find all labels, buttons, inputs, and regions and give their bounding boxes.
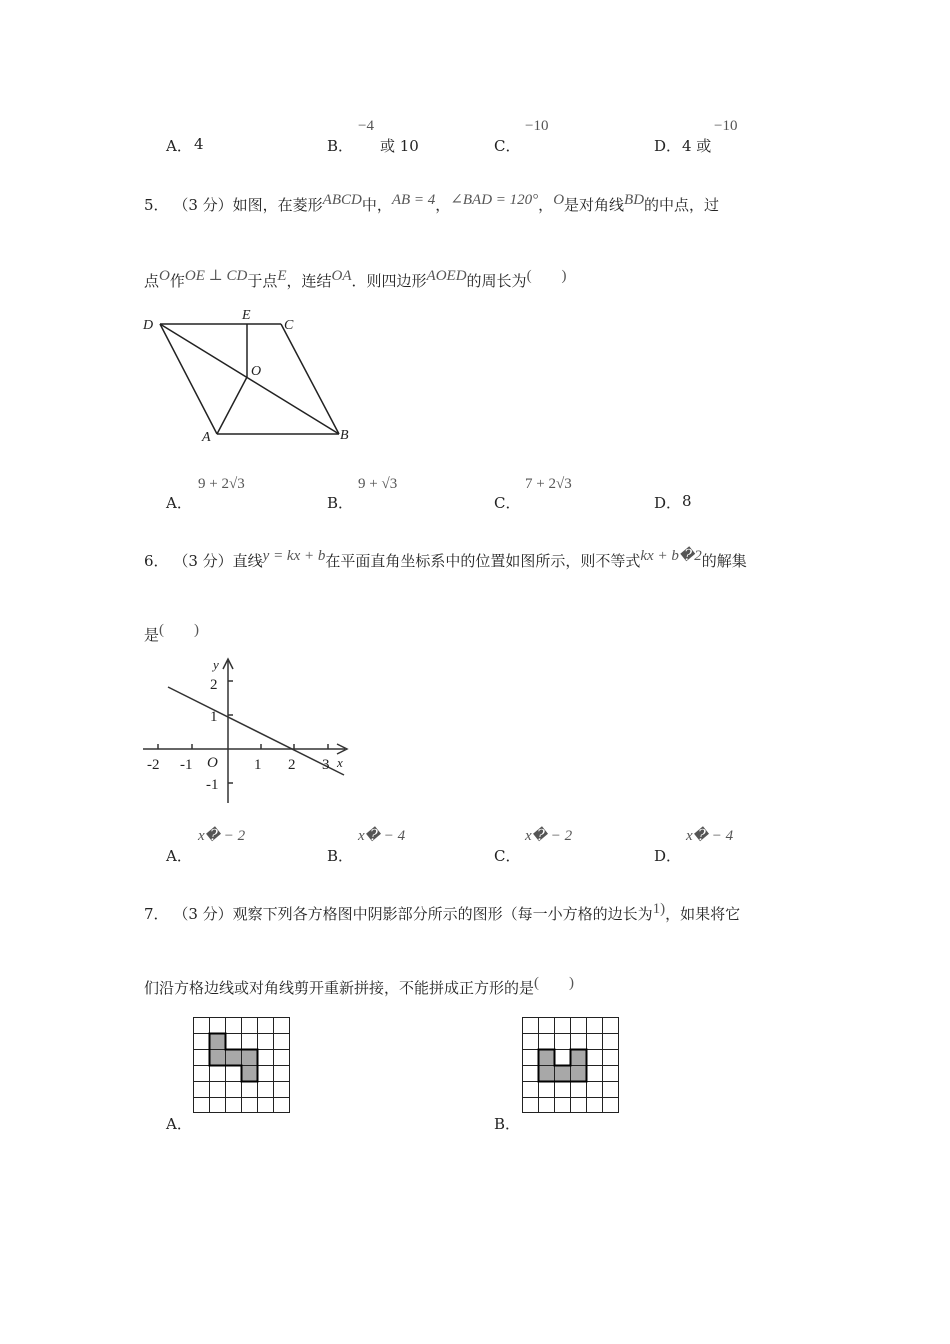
y-tick-label: -1 xyxy=(206,777,219,793)
q5-option-a-expr: 9 + 2√3 xyxy=(198,476,245,492)
shaded-cell xyxy=(570,1065,586,1081)
diagonal-bd xyxy=(160,324,339,434)
label-e: E xyxy=(242,308,251,323)
label-d: D xyxy=(143,318,154,333)
y-tick-label: 2 xyxy=(210,677,218,693)
q7-number: 7． xyxy=(144,905,169,923)
q5-math-oa: OA xyxy=(331,268,352,284)
q4-option-b-sup: −4 xyxy=(358,118,374,134)
q6-option-d-expr: x� − 4 xyxy=(686,828,734,844)
q6-math-line: y = kx + b xyxy=(262,548,326,564)
q5-math-abcd: ABCD xyxy=(322,192,362,208)
q5-option-c-expr: 7 + 2√3 xyxy=(525,476,572,492)
segment-oa xyxy=(217,377,247,434)
q4-option-d-sup: −10 xyxy=(714,118,738,134)
shaded-cell xyxy=(538,1065,554,1081)
q5-option-d-text: 8 xyxy=(682,492,692,510)
shaded-cell xyxy=(538,1049,554,1065)
q4-option-d-text: 4 或 xyxy=(682,137,712,155)
q6-answer-paren: ( ) xyxy=(159,622,200,638)
q6-text: 在平面直角坐标系中的位置如图所示，则不等式 xyxy=(325,552,641,570)
x-tick-label: -2 xyxy=(147,757,160,773)
q5-text: 点 xyxy=(144,272,160,290)
q6-text: 是 xyxy=(144,626,160,644)
q6-option-b-label: B． xyxy=(327,847,354,865)
y-axis-label: y xyxy=(213,657,219,672)
q5-score: （3 分） xyxy=(173,196,233,214)
q4-option-c-label: C． xyxy=(494,137,521,155)
q6-option-c-expr: x� − 2 xyxy=(525,828,573,844)
q5-text: 作 xyxy=(169,272,185,290)
shaded-cell xyxy=(209,1049,225,1065)
q4-option-d-label: D． xyxy=(654,137,682,155)
q7-text: 观察下列各方格图中阴影部分所示的图形（每一小方格的边长为 xyxy=(232,905,653,923)
q5-text: ， xyxy=(538,196,554,214)
q7-answer-paren: ( ) xyxy=(534,975,575,991)
q5-math-e: E xyxy=(277,268,287,284)
q5-text: 如图，在菱形 xyxy=(232,196,323,214)
label-o: O xyxy=(251,364,262,379)
shaded-cell xyxy=(554,1065,570,1081)
q5-math-bd: BD xyxy=(624,192,645,208)
q5-option-c-label: C． xyxy=(494,494,521,512)
shaded-cell xyxy=(225,1049,241,1065)
q5-math-o: O xyxy=(159,268,170,284)
x-axis-label: x xyxy=(337,755,343,770)
origin-label: O xyxy=(207,755,218,771)
shaded-cell xyxy=(241,1049,257,1065)
q5-rhombus-figure xyxy=(140,305,360,450)
q5-text: ， xyxy=(435,196,451,214)
label-c: C xyxy=(284,318,294,333)
y-tick-label: 1 xyxy=(210,709,218,725)
q5-line-2 xyxy=(144,270,567,291)
q5-math-aoed: AOED xyxy=(426,268,467,284)
q7-text: 们沿方格边线或对角线剪开重新拼接，不能拼成正方形的是 xyxy=(144,979,535,997)
q6-line-1 xyxy=(144,550,747,571)
q4-option-c-sup: −10 xyxy=(525,118,549,134)
q6-option-a-label: A． xyxy=(166,847,192,865)
q6-line-2 xyxy=(144,624,199,645)
q6-option-a-expr: x� − 2 xyxy=(198,828,246,844)
edge-da xyxy=(160,324,217,434)
q6-math-inequality: kx + b�2 xyxy=(640,548,702,564)
q5-text: 是对角线 xyxy=(564,196,625,214)
q5-text: ．则四边形 xyxy=(351,272,427,290)
q5-text: 于点 xyxy=(247,272,278,290)
label-b: B xyxy=(340,428,349,443)
q4-option-a-label: A． xyxy=(166,137,192,155)
q7-option-b-label: B． xyxy=(494,1115,521,1133)
label-a: A xyxy=(202,430,211,445)
q5-option-a-label: A． xyxy=(166,494,192,512)
q5-option-b-expr: 9 + √3 xyxy=(358,476,398,492)
q6-option-b-expr: x� − 4 xyxy=(358,828,406,844)
q4-option-b-text: 或 10 xyxy=(380,137,419,155)
q4-option-b-label: B． xyxy=(327,137,354,155)
edge-cb xyxy=(281,324,339,434)
x-tick-label: -1 xyxy=(180,757,193,773)
x-tick-label: 3 xyxy=(322,757,330,773)
q7-grid-a xyxy=(193,1017,291,1113)
q7-line-1 xyxy=(144,903,740,924)
q5-math-ab: AB = 4 xyxy=(391,192,436,208)
q5-text: 的中点，过 xyxy=(644,196,720,214)
q5-text: 的周长为 xyxy=(466,272,527,290)
x-tick-label: 2 xyxy=(288,757,296,773)
q6-score: （3 分） xyxy=(173,552,233,570)
q5-line-1 xyxy=(144,194,719,215)
q5-option-d-label: D． xyxy=(654,494,682,512)
q5-number: 5． xyxy=(144,196,169,214)
q5-text: 中， xyxy=(361,196,392,214)
q6-coordinate-graph xyxy=(140,655,355,805)
shaded-cell xyxy=(209,1033,225,1049)
q6-option-c-label: C． xyxy=(494,847,521,865)
q5-answer-paren: ( ) xyxy=(526,268,567,284)
q7-text: ，如果将它 xyxy=(665,905,741,923)
x-tick-label: 1 xyxy=(254,757,262,773)
q7-math-one: 1) xyxy=(652,901,666,917)
q4-option-a-text: 4 xyxy=(194,135,204,153)
q7-line-2 xyxy=(144,977,574,998)
q7-grid-b xyxy=(522,1017,620,1113)
q5-math-o: O xyxy=(553,192,565,208)
q6-text: 直线 xyxy=(232,552,263,570)
shaded-cell xyxy=(570,1049,586,1065)
q5-text: ，连结 xyxy=(286,272,332,290)
shaded-cell xyxy=(241,1065,257,1081)
q5-math-oe: OE ⊥ CD xyxy=(184,268,248,284)
q6-option-d-label: D． xyxy=(654,847,682,865)
q6-text: 的解集 xyxy=(701,552,747,570)
q5-math-angle: ∠BAD = 120° xyxy=(450,192,539,208)
q7-score: （3 分） xyxy=(173,905,233,923)
q5-option-b-label: B． xyxy=(327,494,354,512)
q6-number: 6． xyxy=(144,552,169,570)
q7-option-a-label: A． xyxy=(166,1115,192,1133)
